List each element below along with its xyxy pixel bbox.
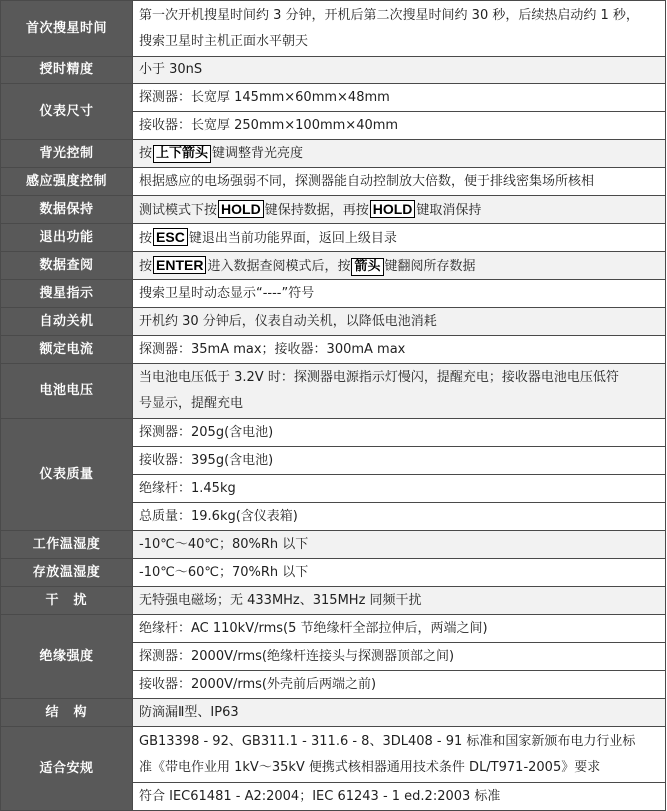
label-standards: 适合安规 <box>1 727 133 811</box>
enter-key-label: ENTER <box>153 256 206 274</box>
exit-pre: 按 <box>139 230 153 246</box>
row-standards-gb <box>1 727 666 783</box>
label-first-search: 首次搜星时间 <box>1 1 133 57</box>
value-size-detector: 探测器：长宽厚 145mm×60mm×48mm <box>133 84 666 112</box>
label-exit: 退出功能 <box>1 224 133 252</box>
battery-line-1: 当电池电压低于 3.2V 时：探测器电源指示灯慢闪，提醒充电；接收器电池电压低符 <box>139 370 619 385</box>
standards-line-2: 准《带电作业用 1kV～35kV 便携式核相器通用技术条件 DL/T971-2005》要求 <box>139 759 601 775</box>
label-structure: 结 构 <box>1 699 133 727</box>
value-insulation-detector: 探测器：2000V/rms(绝缘杆连接头与探测器顶部之间) <box>133 643 666 671</box>
row-weight-detector <box>1 419 666 447</box>
value-standards-gb <box>133 727 666 783</box>
arrow-keys-label: 上下箭头 <box>153 145 211 163</box>
label-sensitivity: 感应强度控制 <box>1 168 133 196</box>
value-interference: 无特强电磁场；无 433MHz、315MHz 同频干扰 <box>133 587 666 615</box>
value-data-hold <box>133 196 666 224</box>
value-weight-receiver: 接收器：395g(含电池) <box>133 447 666 475</box>
backlight-post: 键调整背光亮度 <box>212 145 304 161</box>
row-battery <box>1 364 666 419</box>
label-search-indicator: 搜星指示 <box>1 280 133 308</box>
row-structure <box>1 699 666 727</box>
data-hold-post: 键取消保持 <box>416 202 482 218</box>
value-current: 探测器：35mA max；接收器：300mA max <box>133 336 666 364</box>
row-size-detector <box>1 84 666 112</box>
row-insulation-rod <box>1 615 666 643</box>
first-search-line-2: 搜索卫星时主机正面水平朝天 <box>139 33 309 49</box>
row-auto-off <box>1 308 666 336</box>
row-data-hold <box>1 196 666 224</box>
label-insulation: 绝缘强度 <box>1 615 133 699</box>
value-work-temp: -10℃～40℃；80%Rh 以下 <box>133 531 666 559</box>
value-weight-detector: 探测器：205g(含电池) <box>133 419 666 447</box>
battery-line-2: 号显示，提醒充电 <box>139 396 244 411</box>
label-backlight: 背光控制 <box>1 140 133 168</box>
value-timing-accuracy: 小于 30nS <box>133 57 666 84</box>
esc-key-label: ESC <box>153 228 188 246</box>
value-backlight <box>133 140 666 168</box>
label-work-temp: 工作温湿度 <box>1 531 133 559</box>
row-data-query <box>1 252 666 280</box>
value-data-query <box>133 252 666 280</box>
row-timing-accuracy <box>1 57 666 84</box>
value-sensitivity: 根据感应的电场强弱不同，探测器能自动控制放大倍数，便于排线密集场所核相 <box>133 168 666 196</box>
first-search-line-1: 第一次开机搜星时间约 3 分钟，开机后第二次搜星时间约 30 秒，后续热启动约 1 秒， <box>139 7 639 23</box>
value-insulation-receiver: 接收器：2000V/rms(外壳前后两端之前) <box>133 671 666 699</box>
hold-key-label: HOLD <box>218 200 264 218</box>
data-hold-mid: 键保持数据，再按 <box>264 202 369 218</box>
value-battery <box>133 364 666 419</box>
row-search-indicator <box>1 280 666 308</box>
label-data-query: 数据查阅 <box>1 252 133 280</box>
standards-line-1: GB13398 - 92、GB311.1 - 311.6 - 8、3DL408 - 91 标准和国家新颁布电力行业标 <box>139 733 636 749</box>
label-auto-off: 自动关机 <box>1 308 133 336</box>
value-storage-temp: -10℃～60℃；70%Rh 以下 <box>133 559 666 587</box>
row-exit <box>1 224 666 252</box>
label-current: 额定电流 <box>1 336 133 364</box>
exit-post: 键退出当前功能界面，返回上级目录 <box>188 230 397 246</box>
row-current <box>1 336 666 364</box>
backlight-pre: 按 <box>139 145 153 161</box>
label-interference: 干 扰 <box>1 587 133 615</box>
label-timing-accuracy: 授时精度 <box>1 57 133 84</box>
value-first-search <box>133 1 666 57</box>
label-data-hold: 数据保持 <box>1 196 133 224</box>
row-interference <box>1 587 666 615</box>
value-standards-iec: 符合 IEC61481 - A2:2004；IEC 61243 - 1 ed.2:2003 标准 <box>133 783 666 811</box>
data-query-mid: 进入数据查阅模式后，按 <box>207 258 351 274</box>
value-weight-rod: 绝缘杆：1.45kg <box>133 475 666 503</box>
row-work-temp <box>1 531 666 559</box>
value-search-indicator: 搜索卫星时动态显示“----”符号 <box>133 280 666 308</box>
label-weight: 仪表质量 <box>1 419 133 531</box>
value-size-receiver: 接收器：长宽厚 250mm×100mm×40mm <box>133 112 666 140</box>
row-first-search <box>1 1 666 57</box>
value-insulation-rod: 绝缘杆：AC 110kV/rms(5 节绝缘杆全部拉伸后，两端之间) <box>133 615 666 643</box>
label-size: 仪表尺寸 <box>1 84 133 140</box>
data-hold-pre: 测试模式下按 <box>139 202 218 218</box>
row-sensitivity <box>1 168 666 196</box>
data-query-post: 键翻阅所存数据 <box>384 258 476 274</box>
value-auto-off: 开机约 30 分钟后，仪表自动关机，以降低电池消耗 <box>133 308 666 336</box>
hold-key-label-2: HOLD <box>370 200 416 218</box>
data-query-pre: 按 <box>139 258 153 274</box>
row-storage-temp <box>1 559 666 587</box>
row-backlight <box>1 140 666 168</box>
value-weight-total: 总质量：19.6kg(含仪表箱) <box>133 503 666 531</box>
value-structure: 防滴漏Ⅱ型、IP63 <box>133 699 666 727</box>
value-exit <box>133 224 666 252</box>
label-storage-temp: 存放温湿度 <box>1 559 133 587</box>
arrow-key-label: 箭头 <box>351 258 383 276</box>
label-battery: 电池电压 <box>1 364 133 419</box>
